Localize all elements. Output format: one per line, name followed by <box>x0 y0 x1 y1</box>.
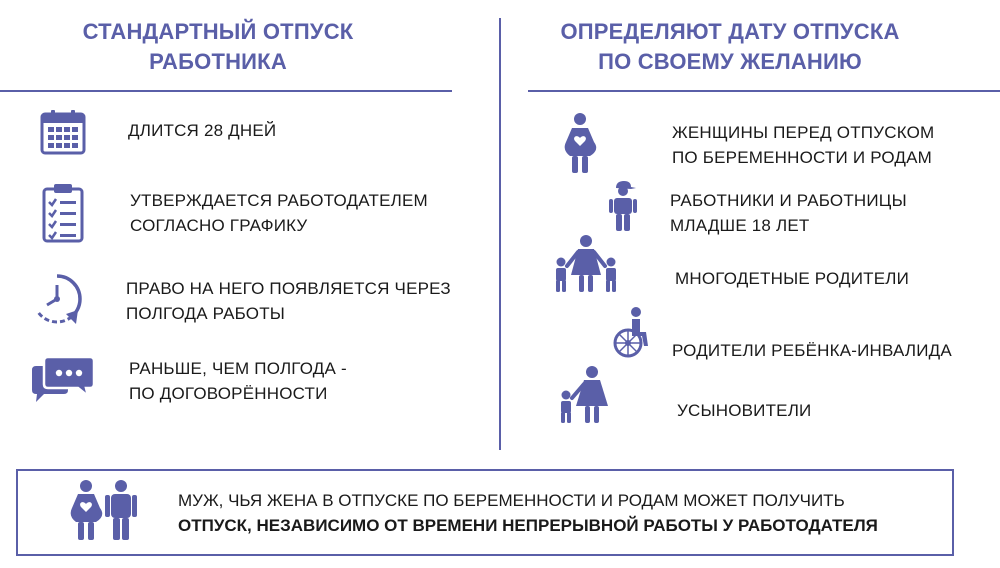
left-item-3-line1: ПРАВО НА НЕГО ПОЯВЛЯЕТСЯ ЧЕРЕЗ <box>126 279 451 298</box>
left-item-1-text <box>128 118 276 143</box>
bottom-note-line1: МУЖ, ЧЬЯ ЖЕНА В ОТПУСКЕ ПО БЕРЕМЕННОСТИ И РОДАМ МОЖЕТ ПОЛУЧИТЬ <box>178 491 845 510</box>
right-column-title <box>530 17 930 77</box>
right-item-5-text <box>677 398 811 423</box>
large-family-icon <box>552 234 620 294</box>
left-item-1-line1: ДЛИТСЯ 28 ДНЕЙ <box>128 121 277 140</box>
bottom-note-line2: ОТПУСК, НЕЗАВИСИМО ОТ ВРЕМЕНИ НЕПРЕРЫВНОЙ РАБОТЫ У РАБОТОДАТЕЛЯ <box>178 516 878 535</box>
left-item-2-line1: УТВЕРЖДАЕТСЯ РАБОТОДАТЕЛЕМ <box>130 191 428 210</box>
teen-worker-icon <box>608 180 638 232</box>
clock-icon <box>30 272 84 326</box>
clipboard-checklist-icon <box>42 183 84 243</box>
left-item-4-line2: ПО ДОГОВОРЁННОСТИ <box>129 384 328 403</box>
right-item-3-text <box>675 266 909 291</box>
left-title-line2: РАБОТНИКА <box>149 49 287 74</box>
right-item-4-text <box>672 338 952 363</box>
wheelchair-icon <box>612 306 652 360</box>
right-item-2-line2: МЛАДШЕ 18 ЛЕТ <box>670 216 810 235</box>
chat-bubbles-icon <box>30 356 96 406</box>
left-column-title <box>40 17 396 77</box>
bottom-note-text <box>178 488 878 538</box>
right-item-1-line2: ПО БЕРЕМЕННОСТИ И РОДАМ <box>672 148 933 167</box>
right-item-2-line1: РАБОТНИКИ И РАБОТНИЦЫ <box>670 191 907 210</box>
right-item-2-text <box>670 188 907 238</box>
left-item-4-line1: РАНЬШЕ, ЧЕМ ПОЛГОДА - <box>129 359 347 378</box>
right-title-line1: ОПРЕДЕЛЯЮТ ДАТУ ОТПУСКА <box>560 19 900 44</box>
calendar-icon <box>40 109 86 155</box>
right-item-5-line1: УСЫНОВИТЕЛИ <box>677 401 812 420</box>
right-title-line2: ПО СВОЕМУ ЖЕЛАНИЮ <box>598 49 862 74</box>
right-item-1-line1: ЖЕНЩИНЫ ПЕРЕД ОТПУСКОМ <box>672 123 935 142</box>
pregnant-woman-icon <box>560 112 600 174</box>
left-title-line1: СТАНДАРТНЫЙ ОТПУСК <box>82 19 354 44</box>
right-item-1-text <box>672 120 934 170</box>
left-item-3-line2: ПОЛГОДА РАБОТЫ <box>126 304 286 323</box>
right-title-underline <box>528 90 1000 92</box>
left-item-2-text <box>130 188 428 238</box>
husband-wife-icon <box>66 478 142 542</box>
left-item-3-text <box>126 276 451 326</box>
column-divider <box>499 18 501 450</box>
right-item-3-line1: МНОГОДЕТНЫЕ РОДИТЕЛИ <box>675 269 910 288</box>
right-item-4-line1: РОДИТЕЛИ РЕБЁНКА-ИНВАЛИДА <box>672 341 952 360</box>
left-item-4-text <box>129 356 347 406</box>
left-item-2-line2: СОГЛАСНО ГРАФИКУ <box>130 216 308 235</box>
left-title-underline <box>0 90 452 92</box>
adoptive-parent-icon <box>556 364 612 424</box>
